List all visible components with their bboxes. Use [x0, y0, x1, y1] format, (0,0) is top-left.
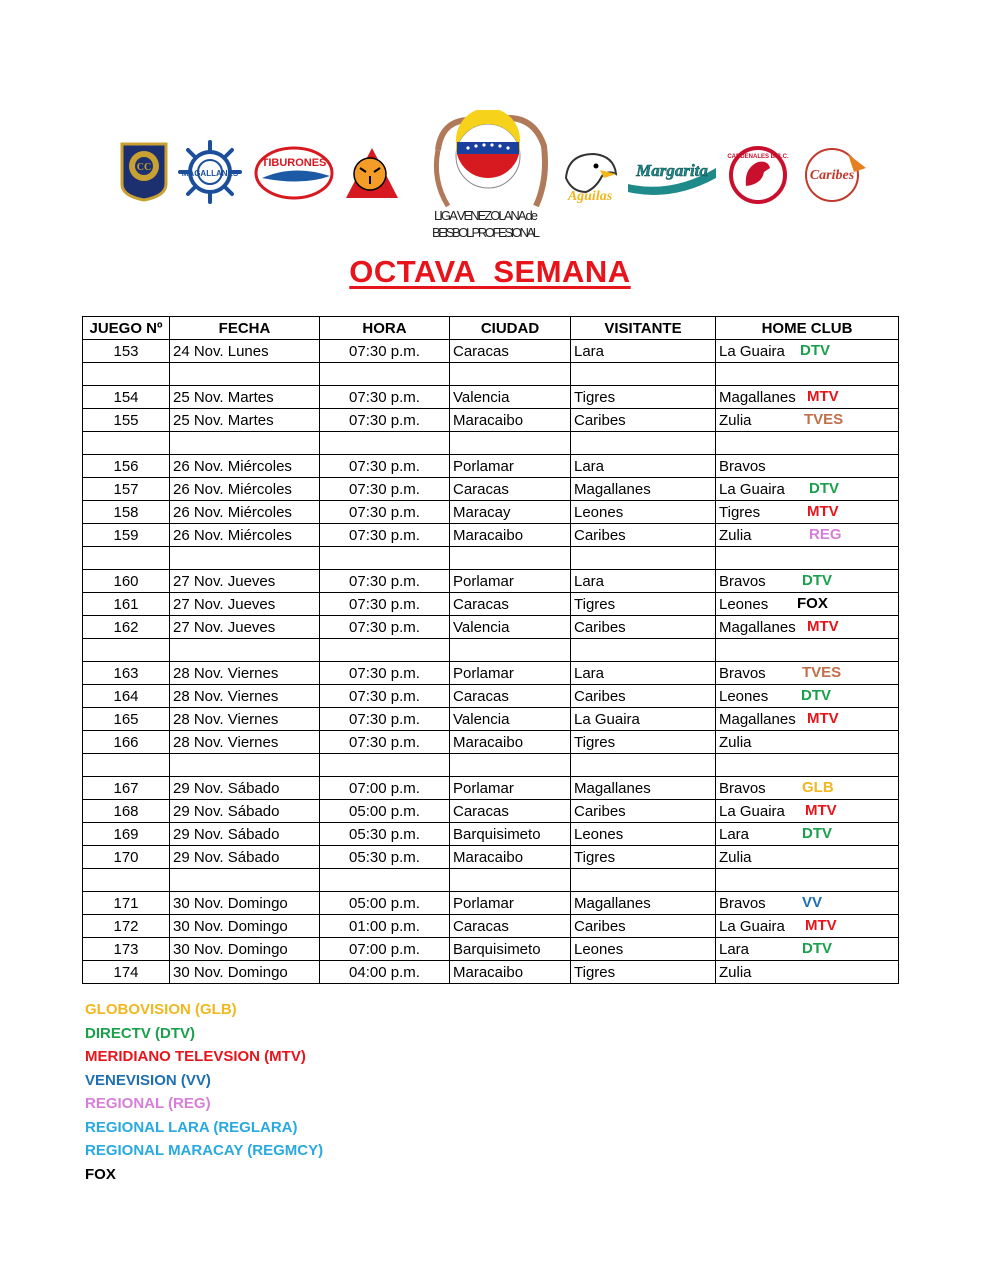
hora-cell: 07:30 p.m. [320, 731, 450, 754]
tv-channel-badge: DTV [802, 940, 832, 957]
home-club-cell [716, 593, 899, 616]
hora-cell [320, 754, 450, 777]
home-club-cell [716, 961, 899, 984]
visitante-cell: Caribes [571, 616, 716, 639]
fecha-cell: 29 Nov. Sábado [170, 823, 320, 846]
fecha-cell [170, 754, 320, 777]
header-juego: JUEGO Nº [83, 317, 170, 340]
ciudad-cell: Maracaibo [450, 524, 571, 547]
ciudad-cell: Porlamar [450, 892, 571, 915]
ciudad-cell: Caracas [450, 478, 571, 501]
juego-cell: 153 [83, 340, 170, 363]
page-title: OCTAVA SEMANA [349, 254, 631, 289]
spacer-row [83, 754, 899, 777]
home-club-cell [716, 846, 899, 869]
juego-cell: 161 [83, 593, 170, 616]
visitante-cell: Caribes [571, 685, 716, 708]
fecha-cell: 28 Nov. Viernes [170, 731, 320, 754]
cardenales-logo [724, 146, 792, 204]
hora-cell: 07:30 p.m. [320, 478, 450, 501]
home-club-cell [716, 547, 899, 570]
fecha-cell: 29 Nov. Sábado [170, 800, 320, 823]
home-team: Lara [719, 825, 750, 843]
tv-channel-badge: MTV [807, 710, 839, 727]
header-visitante: VISITANTE [571, 317, 716, 340]
juego-cell [83, 363, 170, 386]
ciudad-cell: Maracay [450, 501, 571, 524]
table-row [83, 662, 899, 685]
tv-channel-badge: DTV [801, 687, 831, 704]
ciudad-cell: Barquisimeto [450, 938, 571, 961]
schedule-table [82, 316, 899, 984]
home-team: La Guaira [719, 342, 785, 360]
juego-cell [83, 547, 170, 570]
fecha-cell [170, 432, 320, 455]
home-club-cell [716, 409, 899, 432]
fecha-cell: 30 Nov. Domingo [170, 915, 320, 938]
juego-cell: 167 [83, 777, 170, 800]
ciudad-cell: Caracas [450, 685, 571, 708]
header-fecha: FECHA [170, 317, 320, 340]
home-club-cell [716, 892, 899, 915]
margarita-logo-label: Margarita [636, 161, 708, 180]
hora-cell [320, 432, 450, 455]
fecha-cell: 28 Nov. Viernes [170, 662, 320, 685]
caribes-logo-label: Caribes [809, 168, 855, 183]
lvbp-logo-line1: LIGA VENEZOLANA de [434, 208, 538, 223]
hora-cell: 07:30 p.m. [320, 386, 450, 409]
home-club-cell [716, 662, 899, 685]
tv-channel-badge: DTV [800, 342, 830, 359]
home-club-cell [716, 685, 899, 708]
ciudad-cell: Maracaibo [450, 731, 571, 754]
hora-cell: 05:30 p.m. [320, 823, 450, 846]
tiburones-logo-label: TIBURONES [261, 157, 327, 169]
hora-cell: 07:30 p.m. [320, 340, 450, 363]
juego-cell [83, 869, 170, 892]
hora-cell: 04:00 p.m. [320, 961, 450, 984]
hora-cell: 07:30 p.m. [320, 662, 450, 685]
juego-cell: 165 [83, 708, 170, 731]
fecha-cell: 30 Nov. Domingo [170, 961, 320, 984]
visitante-cell: Caribes [571, 800, 716, 823]
table-row [83, 501, 899, 524]
caribes-logo [798, 146, 870, 204]
table-row [83, 777, 899, 800]
table-header-row [83, 317, 899, 340]
home-club-cell [716, 800, 899, 823]
spacer-row [83, 547, 899, 570]
visitante-cell: Tigres [571, 961, 716, 984]
home-club-cell [716, 938, 899, 961]
fecha-cell: 26 Nov. Miércoles [170, 478, 320, 501]
ciudad-cell: Porlamar [450, 662, 571, 685]
hora-cell: 05:00 p.m. [320, 892, 450, 915]
tv-channel-badge: TVES [802, 664, 842, 681]
visitante-cell: Tigres [571, 846, 716, 869]
fecha-cell: 27 Nov. Jueves [170, 570, 320, 593]
home-team: Zulia [719, 733, 752, 751]
table-row [83, 915, 899, 938]
hora-cell: 07:30 p.m. [320, 570, 450, 593]
juego-cell: 172 [83, 915, 170, 938]
hora-cell: 05:00 p.m. [320, 800, 450, 823]
tv-channel-badge: TVES [804, 411, 844, 428]
hora-cell: 07:30 p.m. [320, 455, 450, 478]
table-row [83, 386, 899, 409]
ciudad-cell: Valencia [450, 708, 571, 731]
ciudad-cell: Porlamar [450, 455, 571, 478]
visitante-cell [571, 363, 716, 386]
home-club-cell [716, 869, 899, 892]
lvbp-logo [428, 110, 554, 248]
table-row [83, 892, 899, 915]
home-team: La Guaira [719, 480, 785, 498]
fecha-cell: 27 Nov. Jueves [170, 616, 320, 639]
visitante-cell: Lara [571, 662, 716, 685]
home-team: La Guaira [719, 917, 785, 935]
tv-channel-badge: REG [809, 526, 842, 543]
juego-cell: 174 [83, 961, 170, 984]
tv-channel-badge: MTV [805, 917, 837, 934]
hora-cell: 07:30 p.m. [320, 616, 450, 639]
visitante-cell: Tigres [571, 386, 716, 409]
hora-cell: 07:30 p.m. [320, 501, 450, 524]
fecha-cell: 26 Nov. Miércoles [170, 524, 320, 547]
tigres-logo [338, 144, 406, 202]
legend-item: MERIDIANO TELEVSION (MTV) [85, 1048, 306, 1065]
legend-item: GLOBOVISION (GLB) [85, 1001, 237, 1018]
visitante-cell: Lara [571, 570, 716, 593]
home-team: Lara [719, 940, 750, 958]
ciudad-cell [450, 754, 571, 777]
visitante-cell: Magallanes [571, 478, 716, 501]
fecha-cell: 28 Nov. Viernes [170, 685, 320, 708]
tv-channel-badge: MTV [807, 503, 839, 520]
home-club-cell [716, 731, 899, 754]
table-row [83, 708, 899, 731]
table-row [83, 800, 899, 823]
table-row [83, 731, 899, 754]
ciudad-cell: Maracaibo [450, 846, 571, 869]
home-club-cell [716, 432, 899, 455]
home-team: Zulia [719, 526, 752, 544]
legend-item: REGIONAL LARA (REGLARA) [85, 1118, 298, 1136]
tv-channel-badge: DTV [809, 480, 839, 497]
home-club-cell [716, 386, 899, 409]
header-ciudad: CIUDAD [450, 317, 571, 340]
table-row [83, 616, 899, 639]
lvbp-logo-line2: BEISBOL PROFESIONAL [432, 225, 540, 240]
fecha-cell: 25 Nov. Martes [170, 386, 320, 409]
home-club-cell [716, 340, 899, 363]
fecha-cell: 26 Nov. Miércoles [170, 501, 320, 524]
spacer-row [83, 639, 899, 662]
tv-channel-badge: GLB [802, 779, 834, 796]
juego-cell: 157 [83, 478, 170, 501]
visitante-cell [571, 869, 716, 892]
home-club-cell [716, 754, 899, 777]
juego-cell: 159 [83, 524, 170, 547]
fecha-cell [170, 547, 320, 570]
visitante-cell: Tigres [571, 593, 716, 616]
ciudad-cell: Caracas [450, 593, 571, 616]
visitante-cell: Leones [571, 938, 716, 961]
table-row [83, 593, 899, 616]
juego-cell: 163 [83, 662, 170, 685]
fecha-cell [170, 639, 320, 662]
schedule-body [83, 340, 899, 984]
magallanes-logo [176, 140, 244, 204]
hora-cell: 07:30 p.m. [320, 685, 450, 708]
spacer-row [83, 363, 899, 386]
tv-legend [85, 998, 323, 1186]
home-team: Bravos [719, 894, 766, 912]
home-team: Magallanes [719, 618, 796, 636]
table-row [83, 478, 899, 501]
hora-cell: 07:30 p.m. [320, 593, 450, 616]
ciudad-cell: Caracas [450, 800, 571, 823]
hora-cell: 01:00 p.m. [320, 915, 450, 938]
home-team: Magallanes [719, 388, 796, 406]
juego-cell: 154 [83, 386, 170, 409]
leones-logo [118, 140, 170, 202]
header-home-club: HOME CLUB [716, 317, 899, 340]
ciudad-cell: Porlamar [450, 777, 571, 800]
fecha-cell: 24 Nov. Lunes [170, 340, 320, 363]
home-team: La Guaira [719, 802, 785, 820]
hora-cell: 05:30 p.m. [320, 846, 450, 869]
ciudad-cell: Caracas [450, 340, 571, 363]
home-team: Leones [719, 687, 769, 705]
magallanes-logo-label: MAGALLANES [181, 169, 239, 178]
home-team: Magallanes [719, 710, 796, 728]
home-club-cell [716, 823, 899, 846]
svg-text:CC: CC [136, 162, 152, 173]
home-club-cell [716, 915, 899, 938]
hora-cell [320, 869, 450, 892]
ciudad-cell: Barquisimeto [450, 823, 571, 846]
table-row [83, 455, 899, 478]
visitante-cell [571, 639, 716, 662]
fecha-cell [170, 363, 320, 386]
ciudad-cell [450, 432, 571, 455]
fecha-cell: 26 Nov. Miércoles [170, 455, 320, 478]
hora-cell [320, 639, 450, 662]
visitante-cell: Leones [571, 501, 716, 524]
tv-channel-badge: DTV [802, 825, 832, 842]
ciudad-cell: Porlamar [450, 570, 571, 593]
team-logos-strip [0, 0, 990, 250]
juego-cell [83, 754, 170, 777]
home-club-cell [716, 363, 899, 386]
visitante-cell: Caribes [571, 524, 716, 547]
fecha-cell: 27 Nov. Jueves [170, 593, 320, 616]
juego-cell: 169 [83, 823, 170, 846]
hora-cell: 07:30 p.m. [320, 409, 450, 432]
legend-item: DIRECTV (DTV) [85, 1024, 195, 1042]
table-row [83, 961, 899, 984]
home-club-cell [716, 478, 899, 501]
tv-channel-badge: MTV [807, 388, 839, 405]
home-club-cell [716, 639, 899, 662]
home-club-cell [716, 501, 899, 524]
table-row [83, 524, 899, 547]
visitante-cell: Magallanes [571, 777, 716, 800]
fecha-cell [170, 869, 320, 892]
visitante-cell: Caribes [571, 409, 716, 432]
tiburones-logo [252, 144, 336, 202]
juego-cell: 170 [83, 846, 170, 869]
visitante-cell [571, 432, 716, 455]
hora-cell [320, 363, 450, 386]
spacer-row [83, 432, 899, 455]
tv-channel-badge: DTV [802, 572, 832, 589]
home-club-cell [716, 570, 899, 593]
visitante-cell [571, 547, 716, 570]
juego-cell: 160 [83, 570, 170, 593]
home-team: Zulia [719, 963, 752, 981]
legend-item: VENEVISION (VV) [85, 1071, 211, 1089]
home-team: Zulia [719, 411, 752, 429]
fecha-cell: 30 Nov. Domingo [170, 938, 320, 961]
visitante-cell: Leones [571, 823, 716, 846]
home-team: Bravos [719, 664, 766, 682]
tv-channel-badge: MTV [805, 802, 837, 819]
hora-cell: 07:00 p.m. [320, 938, 450, 961]
juego-cell: 158 [83, 501, 170, 524]
tv-channel-badge: VV [802, 894, 823, 911]
ciudad-cell: Valencia [450, 386, 571, 409]
visitante-cell: Lara [571, 455, 716, 478]
juego-cell: 155 [83, 409, 170, 432]
home-team: Bravos [719, 572, 766, 590]
home-team: Zulia [719, 848, 752, 866]
tv-channel-badge: MTV [807, 618, 839, 635]
home-club-cell [716, 777, 899, 800]
fecha-cell: 25 Nov. Martes [170, 409, 320, 432]
legend-item: REGIONAL (REG) [85, 1095, 211, 1112]
hora-cell: 07:30 p.m. [320, 708, 450, 731]
legend-item: FOX [85, 1165, 116, 1183]
cardenales-logo-label: CARDENALES B.B.C. [727, 154, 789, 160]
legend-item: REGIONAL MARACAY (REGMCY) [85, 1142, 324, 1159]
juego-cell [83, 432, 170, 455]
juego-cell: 166 [83, 731, 170, 754]
home-club-cell [716, 455, 899, 478]
juego-cell: 171 [83, 892, 170, 915]
ciudad-cell: Maracaibo [450, 961, 571, 984]
home-club-cell [716, 708, 899, 731]
hora-cell [320, 547, 450, 570]
ciudad-cell [450, 363, 571, 386]
visitante-cell: Caribes [571, 915, 716, 938]
juego-cell: 164 [83, 685, 170, 708]
ciudad-cell [450, 547, 571, 570]
home-club-cell [716, 616, 899, 639]
home-team: Bravos [719, 457, 766, 475]
table-row [83, 846, 899, 869]
table-row [83, 823, 899, 846]
aguilas-logo-label: Aguilas [567, 189, 613, 204]
juego-cell [83, 639, 170, 662]
table-row [83, 938, 899, 961]
fecha-cell: 28 Nov. Viernes [170, 708, 320, 731]
visitante-cell [571, 754, 716, 777]
juego-cell: 168 [83, 800, 170, 823]
visitante-cell: Magallanes [571, 892, 716, 915]
home-club-cell [716, 524, 899, 547]
hora-cell: 07:30 p.m. [320, 524, 450, 547]
home-team: Bravos [719, 779, 766, 797]
home-team: Tigres [719, 503, 761, 521]
aguilas-logo [560, 148, 620, 204]
visitante-cell: Tigres [571, 731, 716, 754]
fecha-cell: 29 Nov. Sábado [170, 846, 320, 869]
fecha-cell: 29 Nov. Sábado [170, 777, 320, 800]
ciudad-cell: Caracas [450, 915, 571, 938]
juego-cell: 162 [83, 616, 170, 639]
table-row [83, 340, 899, 363]
visitante-cell: Lara [571, 340, 716, 363]
ciudad-cell: Valencia [450, 616, 571, 639]
juego-cell: 156 [83, 455, 170, 478]
juego-cell: 173 [83, 938, 170, 961]
bravos-margarita-logo [624, 150, 720, 200]
fecha-cell: 30 Nov. Domingo [170, 892, 320, 915]
ciudad-cell [450, 869, 571, 892]
ciudad-cell [450, 639, 571, 662]
table-row [83, 409, 899, 432]
visitante-cell: La Guaira [571, 708, 716, 731]
table-row [83, 685, 899, 708]
home-team: Leones [719, 595, 769, 613]
header-hora: HORA [320, 317, 450, 340]
ciudad-cell: Maracaibo [450, 409, 571, 432]
spacer-row [83, 869, 899, 892]
table-row [83, 570, 899, 593]
tv-channel-badge: FOX [797, 595, 828, 612]
hora-cell: 07:00 p.m. [320, 777, 450, 800]
